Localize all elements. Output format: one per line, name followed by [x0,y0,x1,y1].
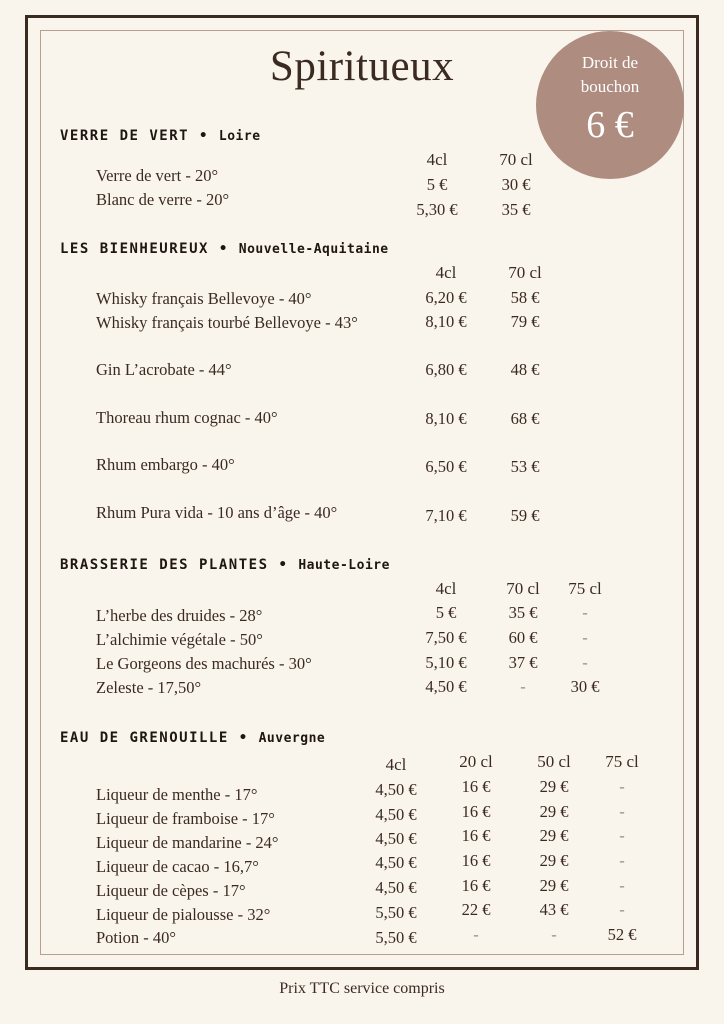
menu-item-price: 79 € [510,312,540,331]
menu-item-price: 8,10 € [425,312,467,331]
producer-name: BRASSERIE DES PLANTES [60,557,269,573]
menu-item-price: 5,10 € [425,653,467,672]
menu-item-name: L’alchimie végétale - 50° [96,630,263,649]
menu-item-price: 35 € [508,603,538,622]
column-header: 75 cl [568,579,602,598]
menu-item-price: 29 € [539,876,569,895]
menu-item-price: 16 € [461,851,491,870]
menu-item-price: 48 € [510,360,540,379]
menu-item-price: 16 € [461,802,491,821]
menu-item-price: 6,80 € [425,360,467,379]
producer-name: EAU DE GRENOUILLE [60,730,229,746]
menu-item-price: 37 € [508,653,538,672]
column-header: 70 cl [506,579,540,598]
menu-item-price: 16 € [461,826,491,845]
menu-item-name: Gin L’acrobate - 44° [96,360,232,379]
menu-item-price: - [619,826,625,845]
menu-item-name: Rhum Pura vida - 10 ans d’âge - 40° [96,503,338,522]
menu-item-name: Liqueur de mandarine - 24° [96,833,279,852]
region-name: Haute-Loire [298,558,390,573]
menu-item-price: - [520,677,526,696]
menu-item-price: 5,30 € [416,200,458,219]
menu-item-price: - [619,802,625,821]
menu-item-name: Whisky français Bellevoye - 40° [96,289,312,308]
section-heading-brasserie-des-plantes [60,557,390,573]
menu-item-price: 4,50 € [375,780,417,799]
corkage-label-line2: bouchon [580,77,640,96]
menu-item-name: Thoreau rhum cognac - 40° [96,408,278,427]
menu-item-price: 30 € [501,175,531,194]
page-title: Spiritueux [269,43,455,90]
menu-item-price: 52 € [607,925,637,944]
menu-item-name: Potion - 40° [96,928,176,947]
menu-item-price: 68 € [510,409,540,428]
column-header: 4cl [426,150,448,169]
menu-item-name: Whisky français tourbé Bellevoye - 43° [96,313,358,332]
menu-item-price: 29 € [539,777,569,796]
menu-item-name: Le Gorgeons des machurés - 30° [96,654,312,673]
menu-item-name: Liqueur de framboise - 17° [96,809,275,828]
menu-item-price: 29 € [539,851,569,870]
menu-item-name: Rhum embargo - 40° [96,455,235,474]
producer-name: LES BIENHEUREUX [60,241,209,257]
menu-item-price: 4,50 € [425,677,467,696]
menu-item-price: - [619,777,625,796]
menu-item-name: Verre de vert - 20° [96,166,219,185]
menu-item-price: 5,50 € [375,903,417,922]
menu-item-price: - [473,925,479,944]
column-header: 70 cl [499,150,533,169]
column-header: 4cl [435,263,457,282]
menu-item-price: 60 € [508,628,538,647]
separator-dot: • [199,128,209,144]
menu-item-name: Liqueur de cèpes - 17° [96,881,246,900]
region-name: Auvergne [258,731,326,746]
menu-item-price: - [619,900,625,919]
menu-item-price: 5 € [435,603,457,622]
section-heading-eau-de-grenouille [60,730,325,746]
footer-note: Prix TTC service compris [279,980,445,997]
menu-item-price: 6,20 € [425,288,467,307]
section-heading-les-bienheureux [60,241,389,257]
menu-item-name: L’herbe des druides - 28° [96,606,263,625]
menu-item-price: 4,50 € [375,853,417,872]
menu-item-price: - [582,603,588,622]
menu-item-price: 5,50 € [375,928,417,947]
menu-item-name: Blanc de verre - 20° [96,190,230,209]
menu-item-price: 7,50 € [425,628,467,647]
region-name: Loire [218,129,261,144]
menu-item-price: 4,50 € [375,829,417,848]
menu-item-price: 16 € [461,876,491,895]
column-header: 70 cl [508,263,542,282]
corkage-badge [536,31,684,179]
menu-item-price: 53 € [510,457,540,476]
menu-item-price: 35 € [501,200,531,219]
menu-item-price: 7,10 € [425,506,467,525]
column-header: 75 cl [605,752,639,771]
menu-item-price: 43 € [539,900,569,919]
column-header: 50 cl [537,752,571,771]
menu-item-price: - [551,925,557,944]
menu-item-price: - [619,851,625,870]
menu-item-name: Liqueur de pialousse - 32° [96,905,271,924]
separator-dot: • [218,241,229,257]
region-name: Nouvelle-Aquitaine [238,242,389,257]
separator-dot: • [238,730,249,746]
menu-item-price: 8,10 € [425,409,467,428]
menu-item-price: 58 € [510,288,540,307]
menu-item-price: 4,50 € [375,878,417,897]
menu-item-name: Liqueur de cacao - 16,7° [96,857,259,876]
menu-item-price: - [582,628,588,647]
menu-item-name: Zeleste - 17,50° [96,678,202,697]
producer-name: VERRE DE VERT [60,128,190,144]
menu-item-price: 4,50 € [375,805,417,824]
section-heading-verre-de-vert [60,128,261,144]
corkage-price: 6 € [586,104,634,146]
menu-item-price: - [582,653,588,672]
menu-item-price: 29 € [539,826,569,845]
column-header: 4cl [435,579,457,598]
menu-item-price: 6,50 € [425,457,467,476]
menu-item-price: 5 € [426,175,448,194]
separator-dot: • [278,557,289,573]
menu-item-name: Liqueur de menthe - 17° [96,785,258,804]
menu-item-price: 30 € [570,677,600,696]
menu-item-price: 22 € [461,900,491,919]
column-header: 20 cl [459,752,493,771]
column-header: 4cl [385,755,407,774]
menu-item-price: 29 € [539,802,569,821]
menu-item-price: 59 € [510,506,540,525]
menu-item-price: 16 € [461,777,491,796]
menu-item-price: - [619,876,625,895]
corkage-label-line1: Droit de [581,53,639,72]
